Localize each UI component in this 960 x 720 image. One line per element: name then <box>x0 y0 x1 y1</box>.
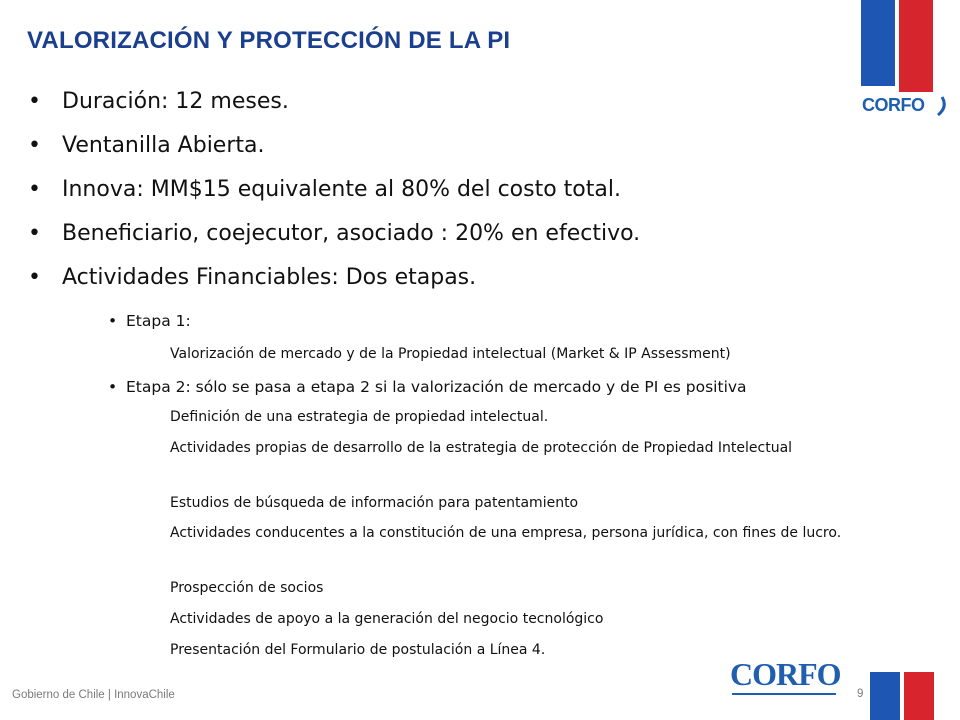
bullet-beneficiary: • Beneficiario, coejecutor, asociado : 20% en efectivo. <box>28 212 640 256</box>
bullet-innova: • Innova: MM$15 equivalente al 80% del costo total. <box>28 168 640 212</box>
etapa-2-item: Actividades conducentes a la constitución de una empresa, persona jurídica, con fines de lucro. <box>170 525 842 541</box>
page-number: 9 <box>857 688 864 700</box>
etapa-2-item: Presentación del Formulario de postulación a Línea 4. <box>170 642 546 658</box>
logo-underline <box>732 693 836 695</box>
chile-flag-top-emblem <box>861 0 939 92</box>
etapa-1-item: Valorización de mercado y de la Propiedad intelectual (Market & IP Assessment) <box>170 346 731 362</box>
etapa-2-item: Actividades propias de desarrollo de la estrategia de protección de Propiedad Intelectual <box>170 440 793 456</box>
bullet-duration: • Duración: 12 meses. <box>28 80 640 124</box>
chile-flag-bottom-emblem <box>870 672 940 720</box>
etapa-1-label: • Etapa 1: <box>126 312 191 330</box>
corfo-logo-top: CORFO <box>862 95 952 127</box>
bullet-activities: • Actividades Financiables: Dos etapas. <box>28 256 640 300</box>
footer-text: Gobierno de Chile | InnovaChile <box>12 689 175 701</box>
etapa-2-item: Estudios de búsqueda de información para patentamiento <box>170 495 579 511</box>
corfo-logo-bottom: CORFO <box>730 650 850 694</box>
bullet-window: • Ventanilla Abierta. <box>28 124 640 168</box>
corfo-swirl-icon <box>936 95 950 117</box>
etapa-2-item: Actividades de apoyo a la generación del negocio tecnológico <box>170 611 604 627</box>
etapa-2-item: Definición de una estrategia de propiedad intelectual. <box>170 409 549 425</box>
etapa-2-label: • Etapa 2: sólo se pasa a etapa 2 si la valorización de mercado y de PI es positiva <box>126 378 747 396</box>
slide-title: VALORIZACIÓN Y PROTECCIÓN DE LA PI <box>27 27 511 54</box>
main-bullet-list <box>28 80 640 300</box>
etapa-2-item: Prospección de socios <box>170 580 324 596</box>
